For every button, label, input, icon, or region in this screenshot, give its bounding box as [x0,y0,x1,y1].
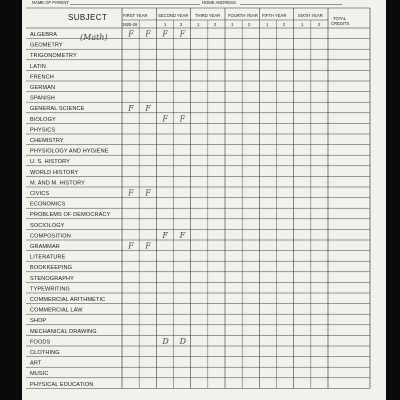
year-header-4: FOURTH YEAR [228,13,258,18]
sub-number: 2 [214,22,217,27]
sub-number: 2 [180,22,183,27]
subject-label: ECONOMICS [30,201,66,208]
total-credits-header-line1: TOTAL [333,16,347,21]
sub-number: 1 [197,22,200,27]
home-address-label: HOME ADDRESS [202,0,236,5]
subject-label: FRENCH [30,74,54,81]
subject-label: PROBLEMS OF DEMOCRACY [30,212,111,219]
subject-label: LITERATURE [30,254,66,261]
subject-label: GEOMETRY [30,42,63,49]
subject-label: STENOGRAPHY [30,275,74,282]
grade-mark: F [162,29,168,39]
grade-marks [127,30,186,346]
subject-label: TRIGONOMETRY [30,53,77,60]
subject-label: LATIN [30,63,46,70]
handwritten-note: (Math) [80,33,108,42]
sub-number: 2 [283,22,286,27]
subject-label: BIOLOGY [30,116,56,123]
subject-label: WORLD HISTORY [30,169,79,176]
year-header-6: SIXTH YEAR [298,13,323,18]
subject-label: COMPOSITION [30,233,71,240]
subject-label: TYPEWRITING [30,286,70,293]
grade-mark: F [179,114,186,124]
subject-label: MECHANICAL DRAWING [30,328,97,335]
subject-label: SHOP [30,318,47,325]
subject-label: SOCIOLOGY [30,222,65,229]
subject-label: M. AND M. HISTORY [30,180,85,187]
first-year-subcol-a: 1925-26 [122,22,138,27]
grade-mark: F [162,231,168,240]
subject-label: CHEMISTRY [30,138,64,144]
grade-mark: D [179,337,187,346]
year-header-5: FIFTH YEAR [262,13,287,18]
grade-mark: F [179,231,186,240]
grade-mark: F [145,29,151,39]
sub-number: 2 [248,22,251,27]
subject-label: COMMERCIAL ARITHMETIC [30,297,106,303]
year-header-1: FIRST YEAR [123,13,148,18]
sub-number: 1 [231,22,234,27]
subject-label: PHYSICS [30,127,56,134]
subject-label: PHYSIOLOGY AND HYGIENE [30,148,109,155]
subject-label: MUSIC [30,371,49,378]
subject-labels [30,32,111,388]
subject-label: FOODS [30,339,51,346]
total-credits-header-line2: CREDITS [331,21,350,26]
subject-header: SUBJECT [68,13,108,22]
sub-number: 1 [266,22,269,27]
top-fields [32,0,342,5]
grade-mark: F [179,29,186,39]
subject-label: ART [30,360,42,367]
transcript-sheet [22,0,386,400]
subject-label: GERMAN [30,85,56,91]
subject-label: PHYSICAL EDUCATION [30,381,94,388]
subject-label: COMMERCIAL LAW [30,307,83,314]
grade-mark: F [145,241,151,251]
sub-number: 1 [164,22,167,27]
grade-mark: F [162,114,168,124]
subject-label: BOOKKEEPING [30,265,73,272]
grade-mark: F [145,103,151,113]
grade-mark: F [128,188,134,198]
subject-label: SPANISH [30,95,55,102]
grade-mark: F [128,103,134,113]
sub-number: 1 [301,22,304,27]
subject-label: CIVICS [30,191,50,197]
sub-number: 2 [318,22,321,27]
grade-mark: F [128,241,134,251]
subject-label: U. S. HISTORY [30,159,70,166]
subject-label: ALGEBRA [30,32,58,38]
transcript-grid [22,0,386,400]
name-of-parent-label: NAME OF PARENT [32,0,69,5]
subject-label: GENERAL SCIENCE [30,106,85,113]
year-header-2: SECOND YEAR [158,13,189,18]
grade-mark: F [128,29,134,39]
subject-label: CLOTHING [30,350,60,356]
grade-mark: F [145,188,151,198]
subject-label: GRAMMAR [30,244,60,250]
year-header-3: THIRD YEAR [195,13,221,18]
grade-mark: D [162,337,169,346]
